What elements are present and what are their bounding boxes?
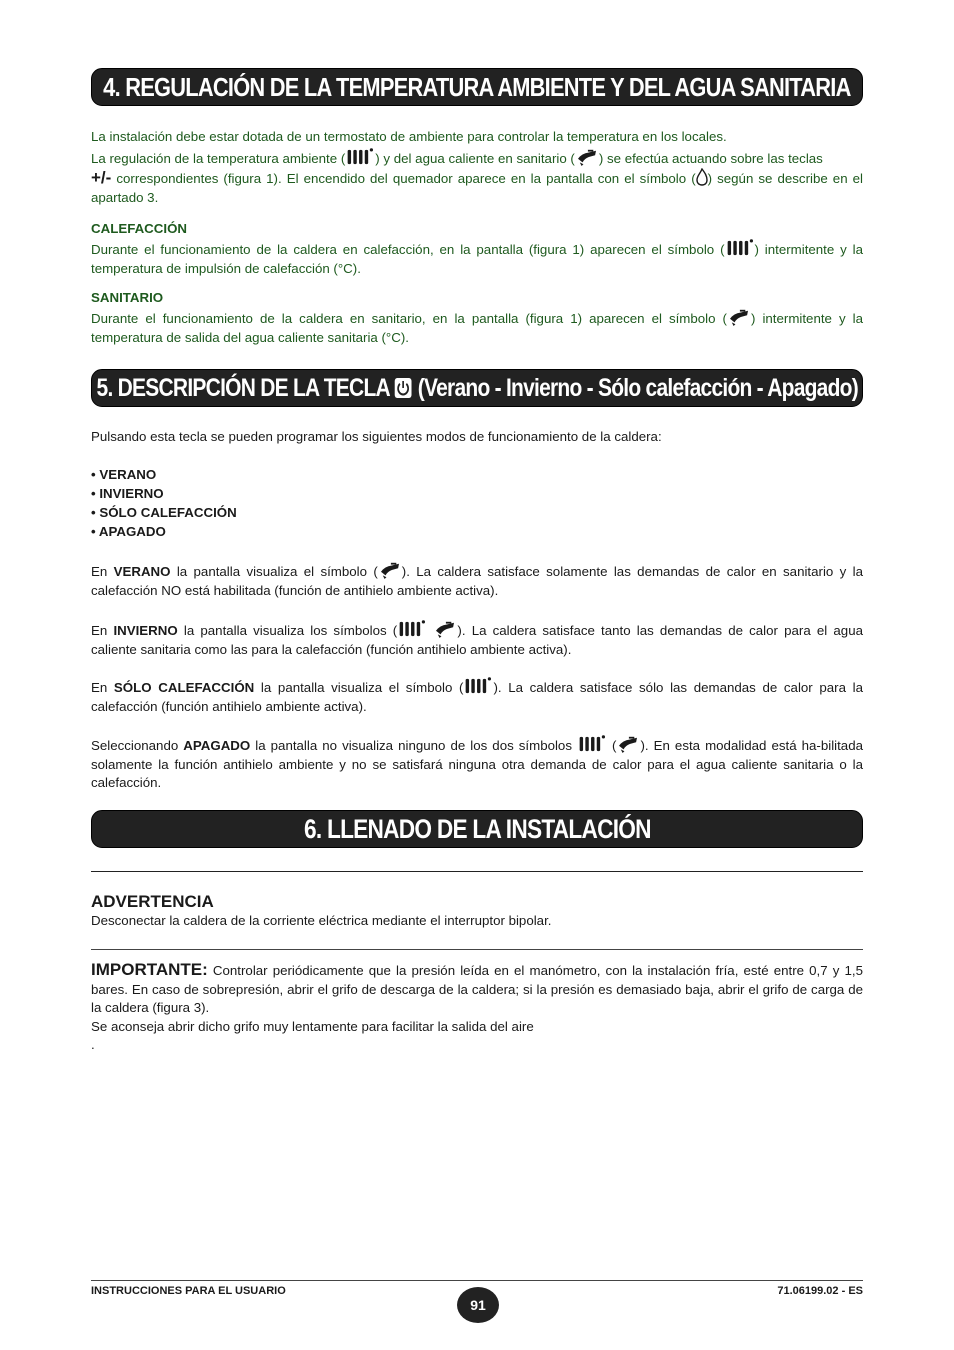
intro-line-1: La instalación debe estar dotada de un termostato de ambiente para controlar la temperatura en los locales. <box>91 129 727 144</box>
dhw-heading: SANITARIO <box>91 290 164 305</box>
verano-text-b: ). La caldera satisface solamente las demandas de calor en sanitario y la calefacción NO está habilitada (función de antihielo ambiente activa). <box>91 564 863 598</box>
radiator-icon <box>725 238 755 257</box>
radiator-icon <box>397 619 427 638</box>
tap-icon <box>575 148 599 166</box>
section-5-title-band <box>91 369 863 407</box>
footer-divider <box>91 1280 863 1281</box>
heating-text <box>91 238 863 278</box>
heating-heading: CALEFACCIÓN <box>91 221 188 236</box>
trailing-dot: . <box>91 1037 95 1052</box>
verano-pre: En <box>91 564 114 579</box>
section-4-title: 4. REGULACIÓN DE LA TEMPERATURA AMBIENTE Y DEL AGUA SANITARIA <box>103 71 851 102</box>
dhw-text <box>91 308 863 347</box>
tap-icon <box>727 308 751 326</box>
section-6-title-band <box>91 810 863 848</box>
tap-icon <box>433 620 457 638</box>
solo-text-a: la pantalla visualiza el símbolo ( <box>254 680 464 695</box>
divider <box>91 949 863 950</box>
intro-line-3b: ) según se describe en el apartado 3. <box>91 171 863 205</box>
footer-left: INSTRUCCIONES PARA EL USUARIO <box>91 1285 286 1297</box>
section-4-title-band <box>91 68 863 106</box>
page-number: 91 <box>457 1287 499 1323</box>
verano-paragraph <box>91 561 863 600</box>
apagado-pre: Seleccionando <box>91 738 184 753</box>
invierno-pre: En <box>91 623 114 638</box>
list-item: • VERANO <box>91 467 157 482</box>
apagado-text-a: la pantalla no visualiza ninguno de los dos símbolos <box>250 738 578 753</box>
warning-heading: ADVERTENCIA <box>91 892 214 911</box>
dhw-text-a: Durante el funcionamiento de la caldera en sanitario, en la pantalla (figura 1) aparecen el símbolo ( <box>91 311 727 326</box>
radiator-icon <box>577 734 607 753</box>
footer-right: 71.06199.02 - ES <box>777 1285 863 1297</box>
radiator-icon <box>345 147 375 166</box>
divider <box>91 871 863 872</box>
verano-text-a: la pantalla visualiza el símbolo ( <box>170 564 378 579</box>
important-heading: IMPORTANTE: <box>91 960 208 979</box>
list-item: • INVIERNO <box>91 486 164 501</box>
invierno-paragraph <box>91 619 863 659</box>
heating-text-b: ) intermitente y la temperatura de impulsión de calefacción (°C). <box>91 242 864 276</box>
verano-keyword: VERANO <box>113 564 171 579</box>
heating-text-a: Durante el funcionamiento de la caldera en calefacción, en la pantalla (figura 1) aparecen el símbolo ( <box>91 242 725 257</box>
flame-icon <box>696 168 708 186</box>
invierno-keyword: INVIERNO <box>113 623 178 638</box>
invierno-text-b: ). La caldera satisface tanto las demandas de calor para el agua caliente sanitaria como las para la calefacción (función antihielo ambiente activa). <box>91 623 863 657</box>
section-5-title <box>96 374 857 403</box>
mode-list <box>91 465 237 541</box>
solo-text-b: ). La caldera satisface sólo las demandas de calor para la calefacción (función antihielo ambiente activa). <box>91 680 863 714</box>
apagado-paragraph <box>91 734 863 793</box>
solo-keyword: SÓLO CALEFACCIÓN <box>113 680 255 695</box>
solo-calefaccion-paragraph <box>91 676 863 716</box>
important-paragraph <box>91 961 863 1055</box>
dhw-text-b: ) intermitente y la temperatura de salida del agua caliente sanitaria (°C). <box>91 311 864 345</box>
intro-line-2b: ) y del agua caliente en sanitario ( <box>375 150 575 166</box>
section-5-title-b: (Verano - Invierno - Sólo calefacción - Apagado) <box>417 373 858 402</box>
section-4-intro <box>91 128 863 207</box>
section-5-title-a: 5. DESCRIPCIÓN DE LA TECLA <box>96 373 389 402</box>
section-6-title: 6. LLENADO DE LA INSTALACIÓN <box>303 813 651 844</box>
apagado-keyword: APAGADO <box>183 738 251 753</box>
invierno-text-a: la pantalla visualiza los símbolos ( <box>177 623 398 638</box>
intro-line-3a: correspondientes (figura 1). El encendido del quemador aparece en la pantalla con el símbolo ( <box>111 171 696 186</box>
radiator-icon <box>463 676 493 695</box>
warning-text: Desconectar la caldera de la corriente eléctrica mediante el interruptor bipolar. <box>91 913 552 928</box>
tap-icon <box>616 735 640 753</box>
intro-line-2a: La regulación de la temperatura ambiente ( <box>91 150 346 166</box>
tap-icon <box>378 561 402 579</box>
intro-line-2c: ) se efectúa actuando sobre las teclas <box>598 150 823 166</box>
plus-minus-keys: +/- <box>91 168 112 187</box>
list-item: • SÓLO CALEFACCIÓN <box>91 505 237 520</box>
apagado-text-c: ). En esta modalidad está ha-bilitada solamente la función antihielo ambiente y no se satisfará ninguna otra demanda de calor para el agua caliente sanitaria o la calefacción. <box>91 738 863 790</box>
section-5-intro: Pulsando esta tecla se pueden programar los siguientes modos de funcionamiento de la caldera: <box>91 429 662 444</box>
list-item: • APAGADO <box>91 524 166 539</box>
important-text-2: Se aconseja abrir dicho grifo muy lentamente para facilitar la salida del aire <box>91 1018 534 1034</box>
solo-pre: En <box>91 680 114 695</box>
apagado-text-b: ( <box>607 738 617 753</box>
power-icon <box>394 377 412 399</box>
important-text: Controlar periódicamente que la presión leída en el manómetro, con la instalación fría, esté entre 0,7 y 1,5 bares. En caso de sobrepresión, abrir el grifo de descarga de la caldera; si la presión es demasiado baja, abrir el grifo de carga de la caldera (figura 3). <box>91 963 863 1015</box>
